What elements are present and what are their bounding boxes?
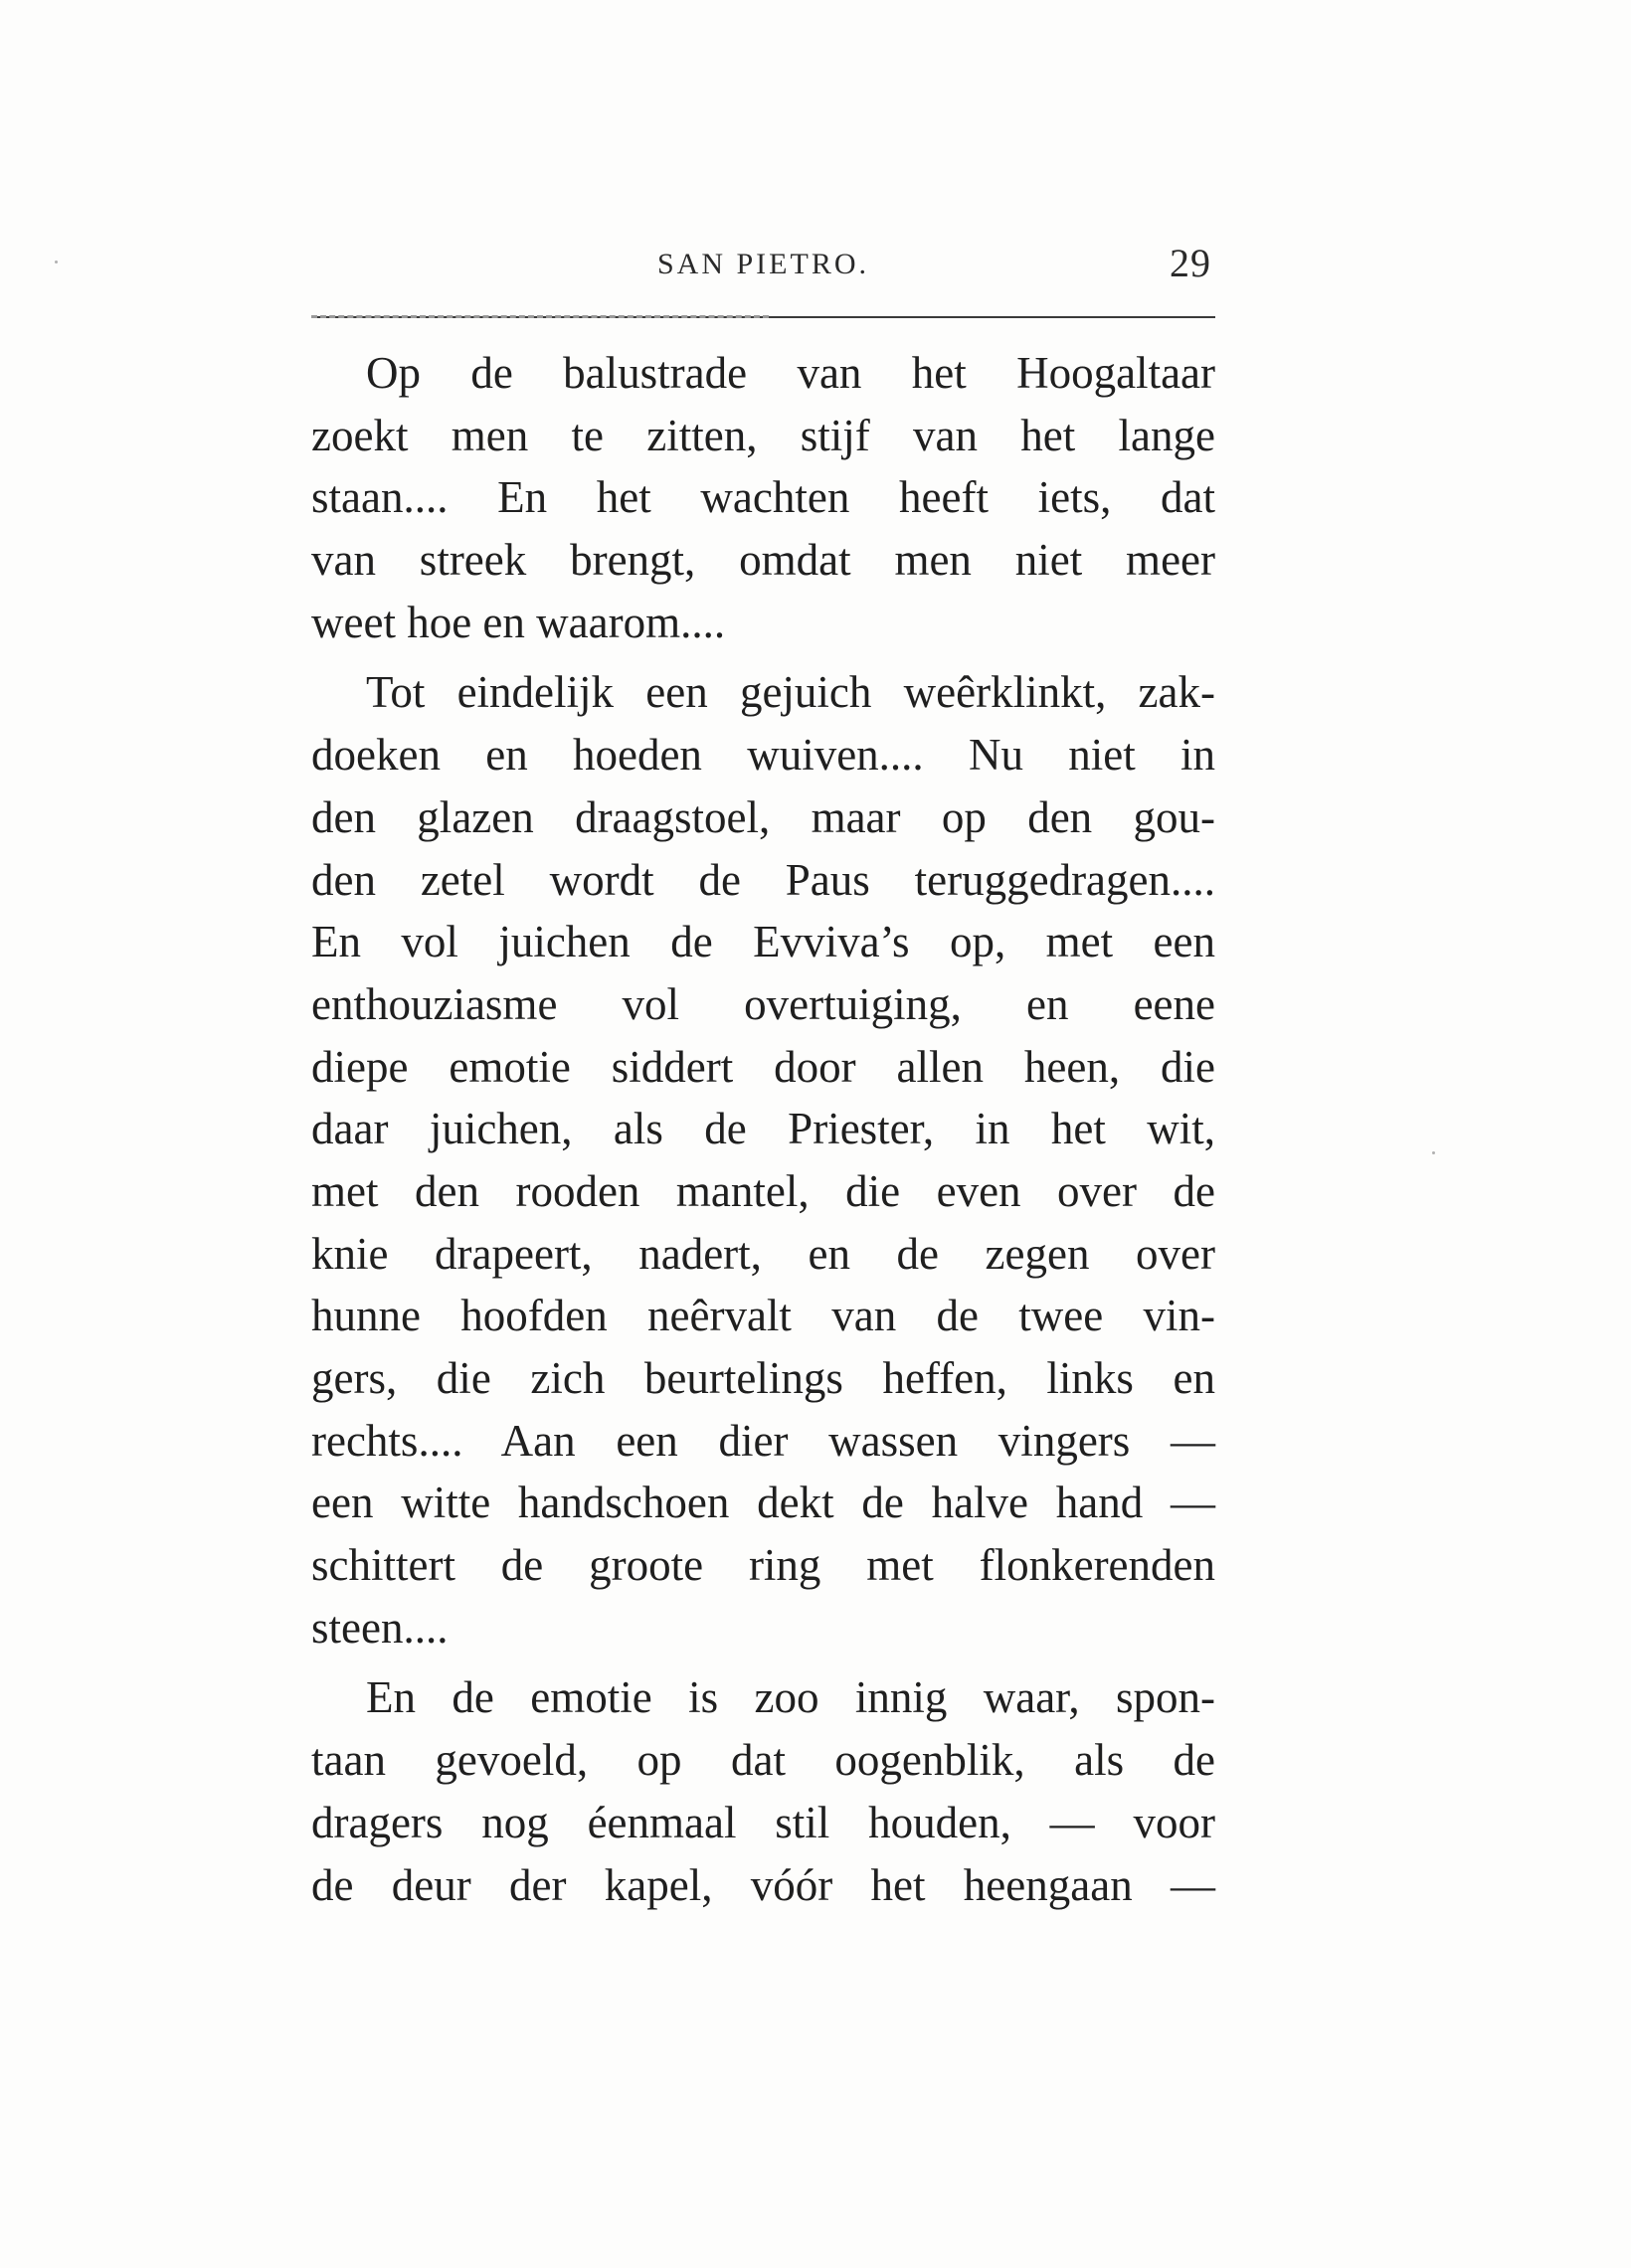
- text-line: enthouziasme vol overtuiging, en eene: [311, 978, 1215, 1029]
- text-line: hunne hoofden neêrvalt van de twee vin-: [311, 1291, 1215, 1341]
- text-line: Op de balustrade van het Hoogaltaar: [366, 348, 1215, 398]
- paragraph-1: [311, 342, 1215, 653]
- text-line: de deur der kapel, vóór het heengaan —: [311, 1859, 1215, 1910]
- page-number: 29: [1170, 241, 1211, 285]
- text-line: knie drapeert, nadert, en de zegen over: [311, 1228, 1215, 1279]
- paragraph-3: [311, 1666, 1215, 1916]
- text-line: weet hoe en waarom....: [311, 597, 726, 647]
- text-line: rechts.... Aan een dier wassen vingers —: [311, 1415, 1215, 1466]
- text-line: En vol juichen de Evviva’s op, met een: [311, 917, 1215, 967]
- text-line: taan gevoeld, op dat oogenblik, als de: [311, 1735, 1215, 1786]
- text-line: schittert de groote ring met flonkerenden: [311, 1540, 1215, 1591]
- paragraph-2: [311, 661, 1215, 1658]
- body-text: [311, 342, 1215, 1916]
- text-line: diepe emotie siddert door allen heen, die: [311, 1041, 1215, 1092]
- text-line: doeken en hoeden wuiven.... Nu niet in: [311, 730, 1215, 781]
- header-rule-broken: [311, 315, 769, 318]
- text-line: daar juichen, als de Priester, in het wit,: [311, 1104, 1215, 1154]
- running-head: [311, 241, 1215, 293]
- text-line: dragers nog éenmaal stil houden, — voor: [311, 1797, 1215, 1847]
- text-line: En de emotie is zoo innig waar, spon-: [366, 1672, 1215, 1723]
- text-line: den glazen draagstoel, maar op den gou-: [311, 791, 1215, 842]
- paper-speck: [1432, 1151, 1435, 1154]
- text-line: met den rooden mantel, die even over de: [311, 1165, 1215, 1216]
- paper-speck: [55, 261, 58, 263]
- text-line: van streek brengt, omdat men niet meer: [311, 535, 1215, 586]
- text-line: een witte handschoen dekt de halve hand —: [311, 1478, 1215, 1528]
- text-line: steen....: [311, 1602, 449, 1653]
- text-line: gers, die zich beurtelings heffen, links en: [311, 1353, 1215, 1403]
- text-line: den zetel wordt de Paus teruggedragen....: [311, 854, 1215, 905]
- running-title: SAN PIETRO.: [656, 248, 869, 280]
- text-line: staan.... En het wachten heeft iets, dat: [311, 472, 1215, 523]
- text-line: zoekt men te zitten, stijf van het lange: [311, 410, 1215, 460]
- text-line: Tot eindelijk een gejuich weêrklinkt, zak-: [366, 667, 1215, 718]
